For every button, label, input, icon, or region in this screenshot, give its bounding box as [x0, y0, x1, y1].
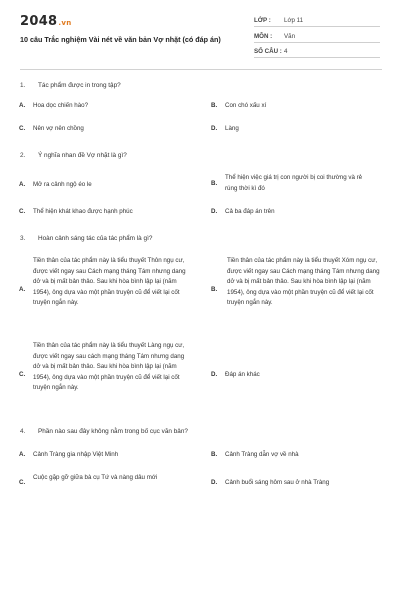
question-number: 4.: [20, 428, 26, 435]
option-letter: A.: [19, 451, 26, 458]
logo-text: 2048: [20, 14, 58, 29]
question-text: Tác phẩm được in trong tập?: [38, 82, 121, 89]
option-letter: D.: [211, 371, 218, 378]
option-text: Đáp án khác: [225, 371, 260, 378]
meta-grade-label: LỚP :: [254, 17, 271, 24]
question-number: 2.: [20, 152, 26, 159]
option-text: Cuộc gặp gỡ giữa bà cụ Tứ và nàng dâu mới: [33, 474, 158, 481]
question-text: Ý nghĩa nhan đề Vợ nhặt là gì?: [38, 152, 127, 159]
option-text: Tiền thân của tác phẩm này là tiểu thuyết Xóm ngụ cư, được viết ngay sau Cách mạng tháng Tám nhưng dang dở và bị mất bản thảo. Sau khi hòa bình lập lại (năm 1954), ông dựa vào một phần truyện cũ để viết lại cốt truyện ngắn này.: [227, 257, 380, 307]
option-letter: C.: [19, 208, 26, 215]
document-title: 10 câu Trắc nghiệm Vài nét về văn bản Vợ nhặt (có đáp án): [20, 35, 221, 44]
meta-subject: [254, 30, 380, 43]
option-text: Thể hiện khát khao được hạnh phúc: [33, 208, 133, 215]
option-letter: A.: [19, 181, 26, 188]
option-letter: A.: [19, 102, 26, 109]
option-text: Cảnh Tràng gia nhập Việt Minh: [33, 451, 119, 458]
header-divider: [20, 69, 382, 70]
meta-question-count-label: SỐ CÂU :: [254, 48, 282, 55]
option-letter: C.: [19, 371, 26, 378]
option-text: Cảnh Tràng dẫn vợ về nhà: [225, 451, 299, 458]
option-letter: D.: [211, 125, 218, 132]
option-text: Con chó xấu xí: [225, 102, 267, 109]
option-text: Cả ba đáp án trên: [225, 208, 275, 215]
option-text: Mở ra cảnh ngộ éo le: [33, 181, 92, 188]
question-text: Hoàn cảnh sáng tác của tác phẩm là gì?: [38, 235, 153, 242]
meta-grade: [254, 14, 380, 27]
site-logo[interactable]: [20, 14, 72, 29]
option-text: Tiền thân của tác phẩm này là tiểu thuyết Thôn ngụ cư, được viết ngay sau Cách mạng tháng Tám nhưng dang dở và bị mất bản thảo. Sau khi hòa bình lập lại (năm 1954), ông dựa vào một phần truyện cũ để viết lại cốt truyện ngắn này.: [33, 257, 186, 307]
meta-grade-value: Lớp 11: [284, 17, 304, 24]
meta-subject-label: MÔN :: [254, 33, 273, 40]
option-letter: C.: [19, 479, 26, 486]
option-text: Hoa dọc chiến hào?: [33, 102, 89, 109]
option-letter: B.: [211, 286, 218, 293]
question-number: 1.: [20, 82, 26, 89]
option-letter: C.: [19, 125, 26, 132]
meta-question-count: [254, 45, 380, 58]
option-letter: A.: [19, 286, 26, 293]
option-letter: D.: [211, 479, 218, 486]
option-letter: B.: [211, 180, 218, 187]
logo-suffix: .vn: [58, 19, 72, 27]
option-letter: D.: [211, 208, 218, 215]
option-text: Thể hiện việc giá trị con người bị coi thường và rẻ rúng thời kì đó: [225, 174, 363, 192]
option-text: Cảnh buổi sáng hôm sau ở nhà Tràng: [225, 479, 330, 486]
meta-subject-value: Văn: [284, 33, 296, 40]
option-letter: B.: [211, 102, 218, 109]
question-text: Phần nào sau đây không nằm trong bố cục văn bản?: [38, 428, 188, 435]
option-text: Làng: [225, 125, 239, 132]
option-text: Nên vợ nên chồng: [33, 125, 84, 132]
question-number: 3.: [20, 235, 26, 242]
document-header: [0, 0, 400, 70]
meta-question-count-value: 4: [284, 48, 288, 55]
option-text: Tiền thân của tác phẩm này là tiểu thuyết Làng ngụ cư, được viết ngay sau cách mạng tháng Tám nhưng dang dở và bị mất bản thảo. Sau khi hòa bình lập lại (năm 1954), ông dựa vào một phần truyện cũ để viết lại cốt truyện ngắn này.: [33, 342, 185, 392]
option-letter: B.: [211, 451, 218, 458]
